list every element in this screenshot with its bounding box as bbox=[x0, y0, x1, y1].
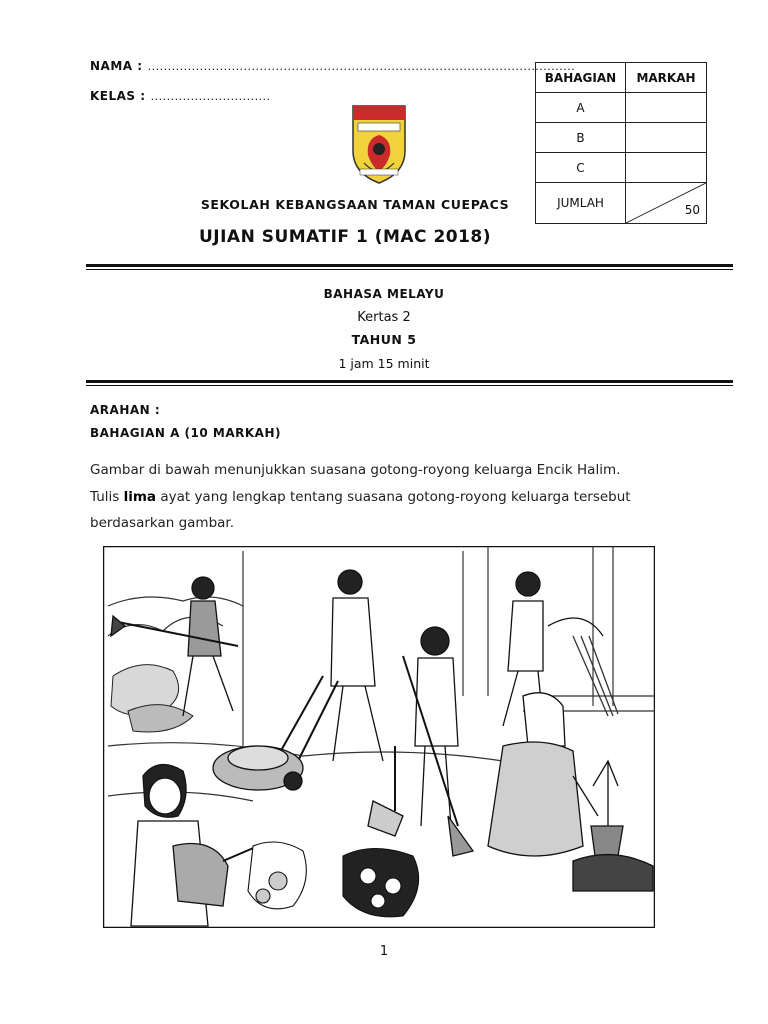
marks-header-bahagian: BAHAGIAN bbox=[536, 63, 626, 93]
class-field[interactable]: .............................. bbox=[150, 90, 271, 103]
instruction-emphasis: lima bbox=[123, 489, 157, 505]
marks-row-value[interactable] bbox=[626, 93, 707, 123]
marks-row-value[interactable] bbox=[626, 153, 707, 183]
gotong-royong-illustration bbox=[103, 546, 655, 928]
arahan-label: ARAHAN : bbox=[90, 403, 161, 417]
instruction-line-3: berdasarkan gambar. bbox=[90, 515, 235, 531]
instruction-line-2 bbox=[90, 489, 631, 505]
marks-row-label: A bbox=[536, 93, 626, 123]
school-name: SEKOLAH KEBANGSAAN TAMAN CUEPACS bbox=[200, 197, 510, 212]
school-crest-logo bbox=[350, 103, 408, 185]
marks-total-label: JUMLAH bbox=[536, 183, 626, 224]
page-number: 1 bbox=[379, 944, 389, 959]
paper-number: Kertas 2 bbox=[357, 310, 411, 325]
year-level: TAHUN 5 bbox=[351, 332, 417, 347]
marks-header-markah: MARKAH bbox=[626, 63, 707, 93]
marks-row-label: B bbox=[536, 123, 626, 153]
class-row bbox=[90, 85, 271, 104]
divider-top-thin bbox=[86, 269, 733, 270]
name-field[interactable]: ........................................................................................................... bbox=[147, 60, 576, 73]
instruction-line-2-pre: Tulis bbox=[90, 489, 124, 505]
section-label: BAHAGIAN A (10 MARKAH) bbox=[90, 426, 281, 440]
name-row bbox=[90, 55, 575, 74]
marks-row-label: C bbox=[536, 153, 626, 183]
name-label: NAMA : bbox=[90, 59, 143, 73]
marks-row-value[interactable] bbox=[626, 123, 707, 153]
instruction-line-2-post: ayat yang lengkap tentang suasana gotong-royong keluarga tersebut bbox=[156, 489, 631, 505]
class-label: KELAS : bbox=[90, 89, 146, 103]
divider-bottom bbox=[86, 380, 733, 383]
divider-bottom-thin bbox=[86, 385, 733, 386]
duration: 1 jam 15 minit bbox=[338, 356, 430, 371]
instruction-line-1: Gambar di bawah menunjukkan suasana gotong-royong keluarga Encik Halim. bbox=[90, 462, 621, 478]
exam-title: UJIAN SUMATIF 1 (MAC 2018) bbox=[198, 227, 492, 247]
subject-title: BAHASA MELAYU bbox=[323, 287, 445, 301]
divider-top bbox=[86, 264, 733, 267]
marks-total-max: 50 bbox=[684, 203, 700, 217]
